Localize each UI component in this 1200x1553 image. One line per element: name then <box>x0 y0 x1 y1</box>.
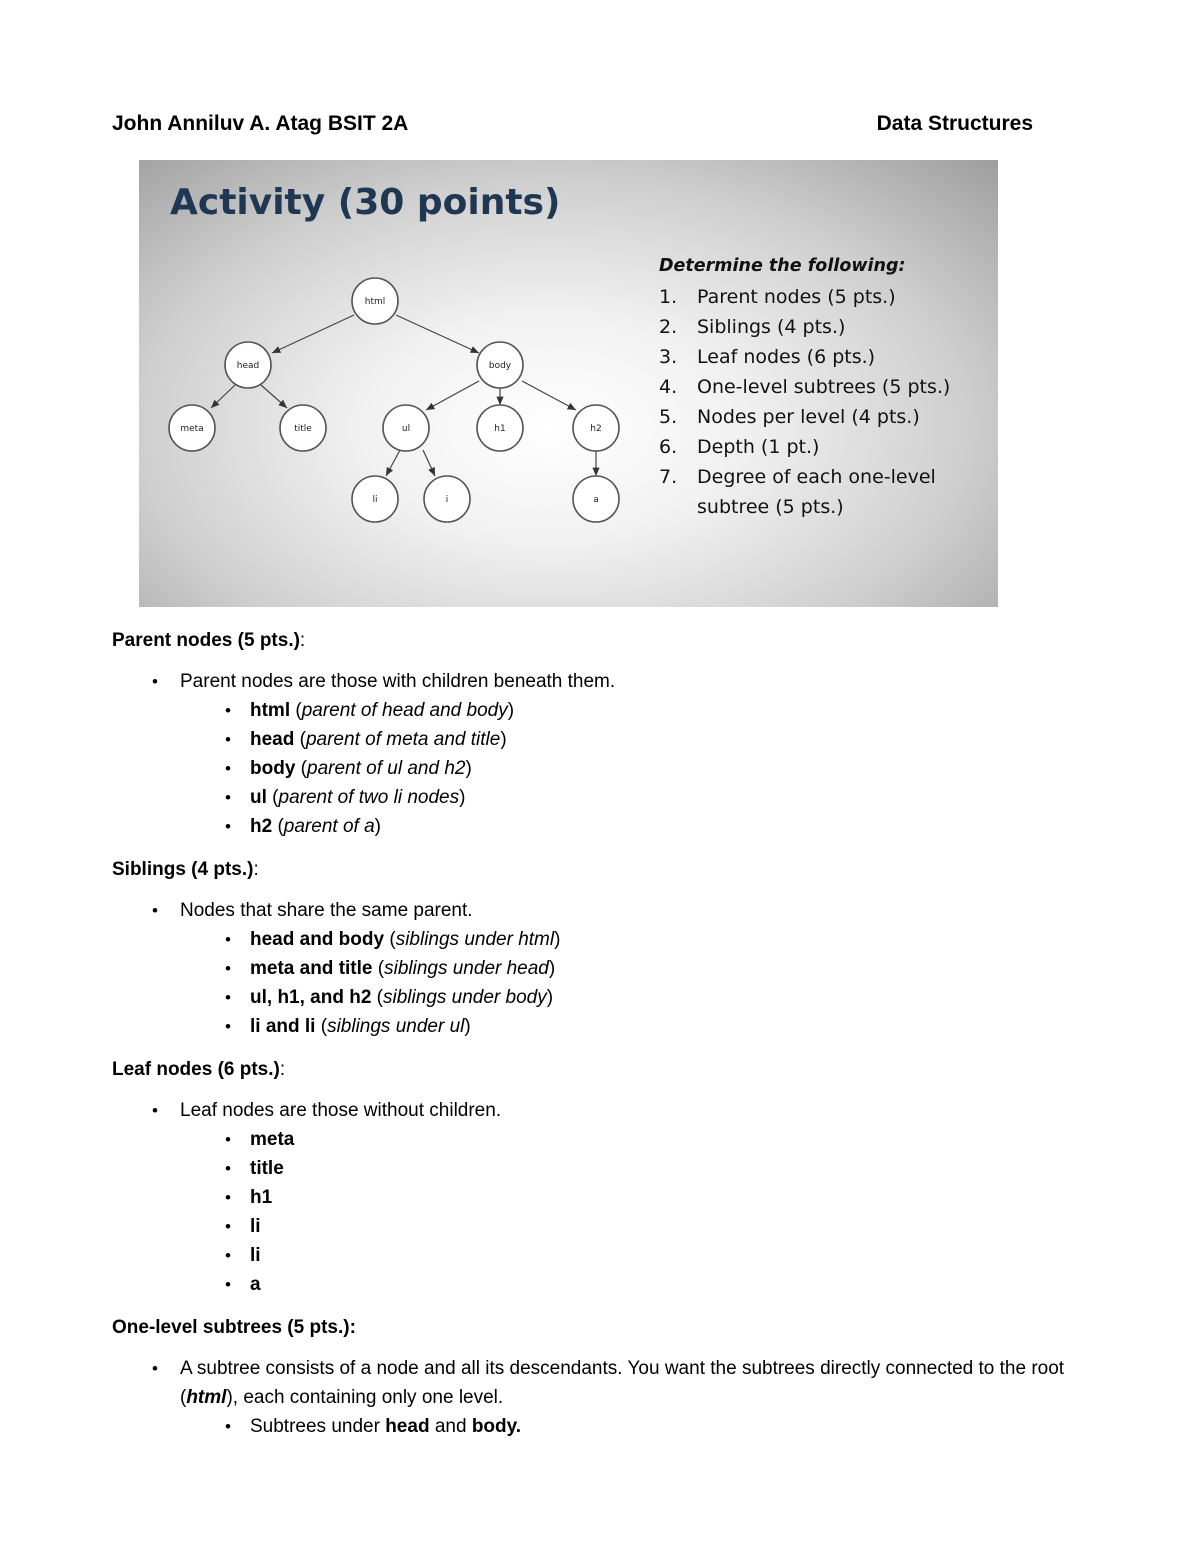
edge-ul-li <box>386 450 400 476</box>
list-item: • a <box>112 1270 1092 1299</box>
subtrees-list <box>112 1354 1092 1441</box>
student-name: John Anniluv A. Atag BSIT 2A <box>112 112 409 135</box>
edge-head-meta <box>211 385 235 408</box>
edge-html-head <box>272 315 354 353</box>
slide-title: Activity (30 points) <box>170 182 561 223</box>
task-item: 6. Depth (1 pt.) <box>659 436 820 458</box>
task-item: 3. Leaf nodes (6 pts.) <box>659 346 876 368</box>
list-item: • Leaf nodes are those without children. • meta • title • h1 • li • li • a <box>112 1096 1092 1299</box>
section-heading-leaf: Leaf nodes (6 pts.): <box>112 1059 286 1080</box>
document-header <box>112 112 1033 140</box>
edge-body-h2 <box>522 381 576 410</box>
task-item: 1. Parent nodes (5 pts.) <box>659 286 896 308</box>
task-item: 4. One-level subtrees (5 pts.) <box>659 376 951 398</box>
edge-html-body <box>396 315 479 353</box>
task-heading: Determine the following: <box>659 256 906 276</box>
task-item: 5. Nodes per level (4 pts.) <box>659 406 920 428</box>
list-item: • meta <box>112 1125 1092 1154</box>
task-item: 7. Degree of each one-level subtree (5 pts.) <box>659 466 936 518</box>
list-item: • meta and title (siblings under head) <box>112 954 1092 983</box>
edge-body-ul <box>426 381 479 410</box>
list-item: • head and body (siblings under html) <box>112 925 1092 954</box>
section-heading-siblings: Siblings (4 pts.): <box>112 859 259 880</box>
node-h2-label: h2 <box>590 424 602 434</box>
list-item: • h1 <box>112 1183 1092 1212</box>
task-list <box>659 282 989 522</box>
list-item: • li <box>112 1241 1092 1270</box>
edge-ul-i <box>423 450 435 476</box>
list-item: • h2 (parent of a) <box>112 812 1092 841</box>
node-body-label: body <box>488 361 512 371</box>
leaf-list <box>112 1096 1092 1299</box>
section-heading-parent: Parent nodes (5 pts.): <box>112 630 306 651</box>
course-name: Data Structures <box>876 112 1033 135</box>
list-item: • title <box>112 1154 1092 1183</box>
document-body <box>112 626 1092 1455</box>
list-item: • A subtree consists of a node and all its descendants. You want the subtrees directly connected to the root (html), each containing only one level. • Subtrees under head and body. <box>112 1354 1092 1441</box>
node-h1-label: h1 <box>494 424 506 434</box>
list-item: • li <box>112 1212 1092 1241</box>
node-ul-label: ul <box>401 424 411 434</box>
activity-slide-image <box>139 160 998 607</box>
list-item: • ul, h1, and h2 (siblings under body) <box>112 983 1092 1012</box>
edge-head-title <box>261 385 287 408</box>
task-item: 2. Siblings (4 pts.) <box>659 316 846 338</box>
list-item: • body (parent of ul and h2) <box>112 754 1092 783</box>
list-item: • Subtrees under head and body. <box>112 1412 1092 1441</box>
list-item: • Parent nodes are those with children beneath them. • html (parent of head and body) • head (parent of meta and title) • body (parent of ul and h2) • ul (parent of two li nodes) • h2 (parent of a) <box>112 667 1092 841</box>
node-html-label: html <box>364 297 386 307</box>
task-list-box <box>659 256 989 522</box>
siblings-list <box>112 896 1092 1041</box>
list-item: • html (parent of head and body) <box>112 696 1092 725</box>
parent-list <box>112 667 1092 841</box>
list-item: • li and li (siblings under ul) <box>112 1012 1092 1041</box>
list-item: • Nodes that share the same parent. • head and body (siblings under html) • meta and title (siblings under head) • ul, h1, and h2 (siblings under body) • li and li (siblings under ul) <box>112 896 1092 1041</box>
node-head-label: head <box>236 361 260 371</box>
node-li-label: li <box>372 495 378 505</box>
node-i-label: i <box>445 495 449 505</box>
node-meta-label: meta <box>180 424 204 434</box>
section-heading-subtrees: One-level subtrees (5 pts.): <box>112 1317 356 1338</box>
list-item: • head (parent of meta and title) <box>112 725 1092 754</box>
list-item: • ul (parent of two li nodes) <box>112 783 1092 812</box>
node-a-label: a <box>593 495 599 505</box>
node-title-label: title <box>294 424 312 434</box>
